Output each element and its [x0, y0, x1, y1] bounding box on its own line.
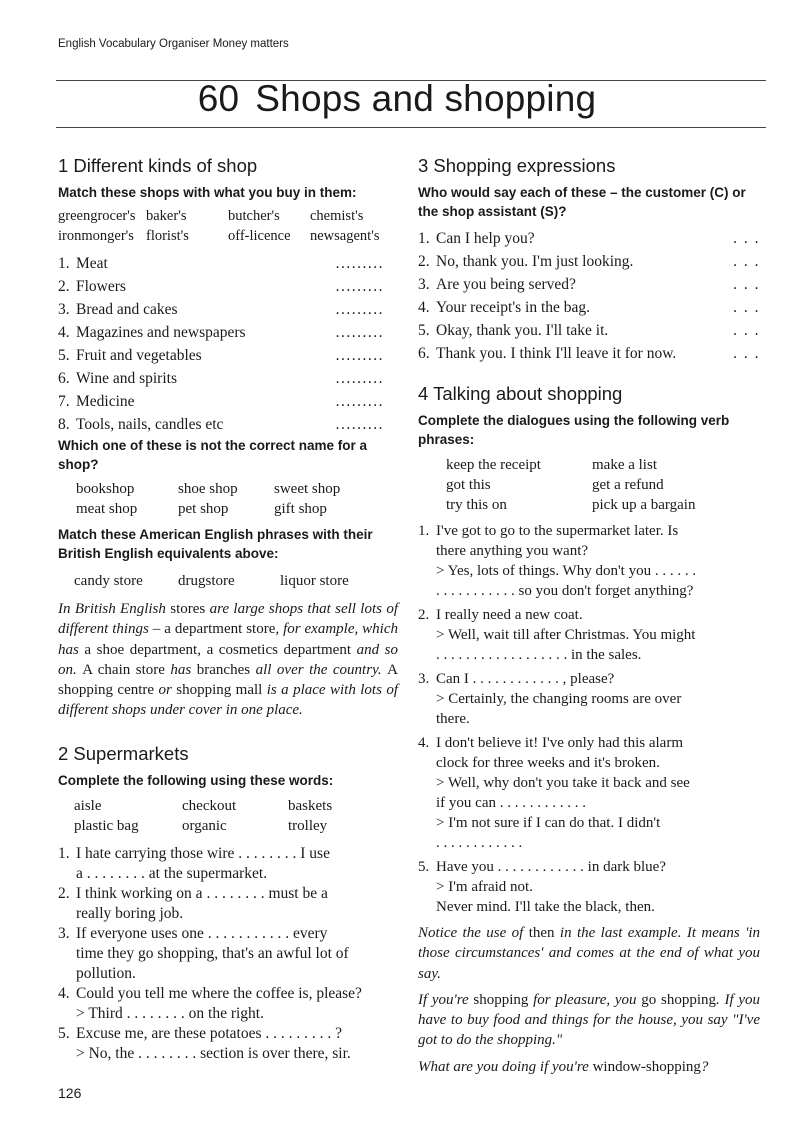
word: florist's: [146, 228, 189, 244]
answer-blank[interactable]: .........: [335, 347, 384, 364]
supermarket-word-box: [58, 796, 398, 836]
unit-title: Shops and shopping: [255, 78, 597, 119]
answer-blank[interactable]: .........: [335, 278, 384, 295]
shop-word-box: [58, 206, 398, 246]
list-item: 5. Have you . . . . . . . . . . . . in dark blue? > I'm afraid not. Never mind. I'll take the black, then.: [418, 859, 666, 915]
answer-blank[interactable]: . . .: [733, 322, 760, 339]
list-item: 8. Tools, nails, candles etc .........: [58, 413, 384, 436]
section-2-list: [58, 844, 398, 1064]
list-item: 1. I've got to go to the supermarket later. Is there anything you want? > Yes, lots of things. Why don't you . . . . . . . . . . . . . . . . . so you don't forget anything?: [418, 523, 697, 599]
word: drugstore: [178, 573, 235, 589]
word: chemist's: [310, 208, 364, 224]
list-item: 2. Flowers .........: [58, 275, 384, 298]
word: trolley: [288, 817, 328, 834]
word: sweet shop: [274, 481, 341, 497]
section-3-heading: 3 Shopping expressions: [418, 155, 616, 176]
section-2-instruction: Complete the following using these words:: [58, 772, 334, 788]
answer-blank[interactable]: . . .: [733, 345, 760, 362]
american-phrase-box: [58, 571, 398, 591]
word: liquor store: [280, 573, 349, 589]
answer-blank[interactable]: . . .: [733, 299, 760, 316]
list-item: 3. If everyone uses one . . . . . . . . . . . every time they go shopping, that's an awful lot of pollution.: [58, 924, 349, 982]
section-3-list: [418, 227, 760, 365]
list-item: 2. I really need a new coat. > Well, wait till after Christmas. You might . . . . . . . . . . . . . . . . . . in the sales.: [418, 607, 696, 663]
list-item: 4. Could you tell me where the coffee is, please? > Third . . . . . . . . on the right.: [58, 984, 362, 1022]
word: pick up a bargain: [592, 497, 696, 513]
section-4-instruction: Complete the dialogues using the following verb phrases:: [418, 413, 730, 447]
word: shoe shop: [178, 481, 238, 497]
answer-blank[interactable]: .........: [335, 370, 384, 387]
word: butcher's: [228, 208, 280, 224]
list-item: 2. I think working on a . . . . . . . . must be a really boring job.: [58, 884, 328, 922]
section-1-note: In British English stores are large shops that sell lots of different things – a department store, for example, which has a shoe department, a cosmetics department and so on. A chain store has branches all over the country. A shopping centre or shopping mall is a place with lots of different shops under cover in one place.: [58, 601, 399, 719]
list-item: 7. Medicine .........: [58, 390, 384, 413]
list-item: 4. I don't believe it! I've only had this alarm clock for three weeks and it's broken. > Well, why don't you take it back and see if you can . . . . . . . . . . . . > I'm not sure if I can do that. I didn't . . . . . . . . . . . .: [418, 735, 690, 851]
answer-blank[interactable]: .........: [335, 301, 384, 318]
word: baskets: [288, 797, 333, 814]
word: organic: [182, 817, 227, 834]
list-item: 5. Fruit and vegetables .........: [58, 344, 384, 367]
list-item: 3. Are you being served? . . .: [418, 273, 760, 296]
page-number: 126: [58, 1085, 82, 1101]
list-item: 4. Magazines and newspapers .........: [58, 321, 384, 344]
word: try this on: [446, 497, 507, 513]
word: got this: [446, 477, 491, 493]
section-2-heading: 2 Supermarkets: [58, 742, 189, 764]
answer-blank[interactable]: . . .: [733, 276, 760, 293]
word: plastic bag: [74, 817, 139, 834]
word: off-licence: [228, 228, 291, 244]
section-1-heading: 1 Different kinds of shop: [58, 155, 258, 176]
list-item: 2. No, thank you. I'm just looking. . . .: [418, 250, 760, 273]
word: meat shop: [76, 501, 138, 517]
answer-blank[interactable]: .........: [335, 393, 384, 410]
section-1-list: [58, 252, 384, 436]
answer-blank[interactable]: .........: [335, 324, 384, 341]
section-1-instruction-2: Which one of these is not the correct name for a shop?: [58, 438, 368, 472]
section-1-instruction: Match these shops with what you buy in them:: [58, 185, 357, 200]
word: gift shop: [274, 501, 327, 517]
list-item: 5. Okay, thank you. I'll take it. . . .: [418, 319, 760, 342]
word: ironmonger's: [58, 228, 134, 244]
word: baker's: [146, 208, 187, 224]
shop-name-box: [58, 479, 398, 519]
list-item: 5. Excuse me, are these potatoes . . . . . . . . . ? > No, the . . . . . . . . section is over there, sir.: [58, 1024, 351, 1062]
page-title: [0, 78, 794, 120]
answer-blank[interactable]: .........: [335, 416, 384, 433]
word: aisle: [74, 797, 102, 814]
list-item: 1. I hate carrying those wire . . . . . . . . I use a . . . . . . . . at the supermarket.: [58, 844, 330, 882]
word: bookshop: [76, 481, 135, 497]
section-4-heading: 4 Talking about shopping: [418, 383, 623, 404]
section-4-note-2: If you're shopping for pleasure, you go shopping. If you have to buy food and things for the house, you say "I've got to do the shopping.": [418, 991, 760, 1049]
list-item: 1. Meat .........: [58, 252, 384, 275]
list-item: 6. Wine and spirits .........: [58, 367, 384, 390]
section-4-list: [418, 521, 760, 917]
word: newsagent's: [310, 228, 380, 244]
list-item: 4. Your receipt's in the bag. . . .: [418, 296, 760, 319]
word: keep the receipt: [446, 457, 541, 473]
section-1-instruction-3: Match these American English phrases with their British English equivalents above:: [58, 527, 373, 561]
list-item: 1. Can I help you? . . .: [418, 227, 760, 250]
word: get a refund: [592, 477, 664, 493]
word: greengrocer's: [58, 208, 136, 224]
list-item: 3. Can I . . . . . . . . . . . . , please? > Certainly, the changing rooms are over there.: [418, 671, 682, 727]
verb-phrase-box: [418, 455, 760, 515]
left-column: [58, 155, 398, 1064]
running-header: English Vocabulary Organiser Money matters: [58, 38, 289, 50]
list-item: 6. Thank you. I think I'll leave it for now. . . .: [418, 342, 760, 365]
unit-number: 60: [197, 78, 240, 119]
section-4-note-1: Notice the use of then in the last example. It means 'in those circumstances' and comes at the end of what you say.: [418, 925, 760, 982]
title-rule-bottom: [56, 127, 766, 128]
list-item: 3. Bread and cakes .........: [58, 298, 384, 321]
section-4-note-3: What are you doing if you're window-shopping?: [418, 1058, 709, 1075]
right-column: [418, 155, 760, 1077]
word: pet shop: [178, 501, 229, 517]
word: make a list: [592, 457, 657, 473]
answer-blank[interactable]: .........: [335, 255, 384, 272]
answer-blank[interactable]: . . .: [733, 230, 760, 247]
word: candy store: [74, 573, 143, 589]
section-3-instruction: Who would say each of these – the customer (C) or the shop assistant (S)?: [418, 185, 746, 219]
answer-blank[interactable]: . . .: [733, 253, 760, 270]
word: checkout: [182, 797, 237, 814]
